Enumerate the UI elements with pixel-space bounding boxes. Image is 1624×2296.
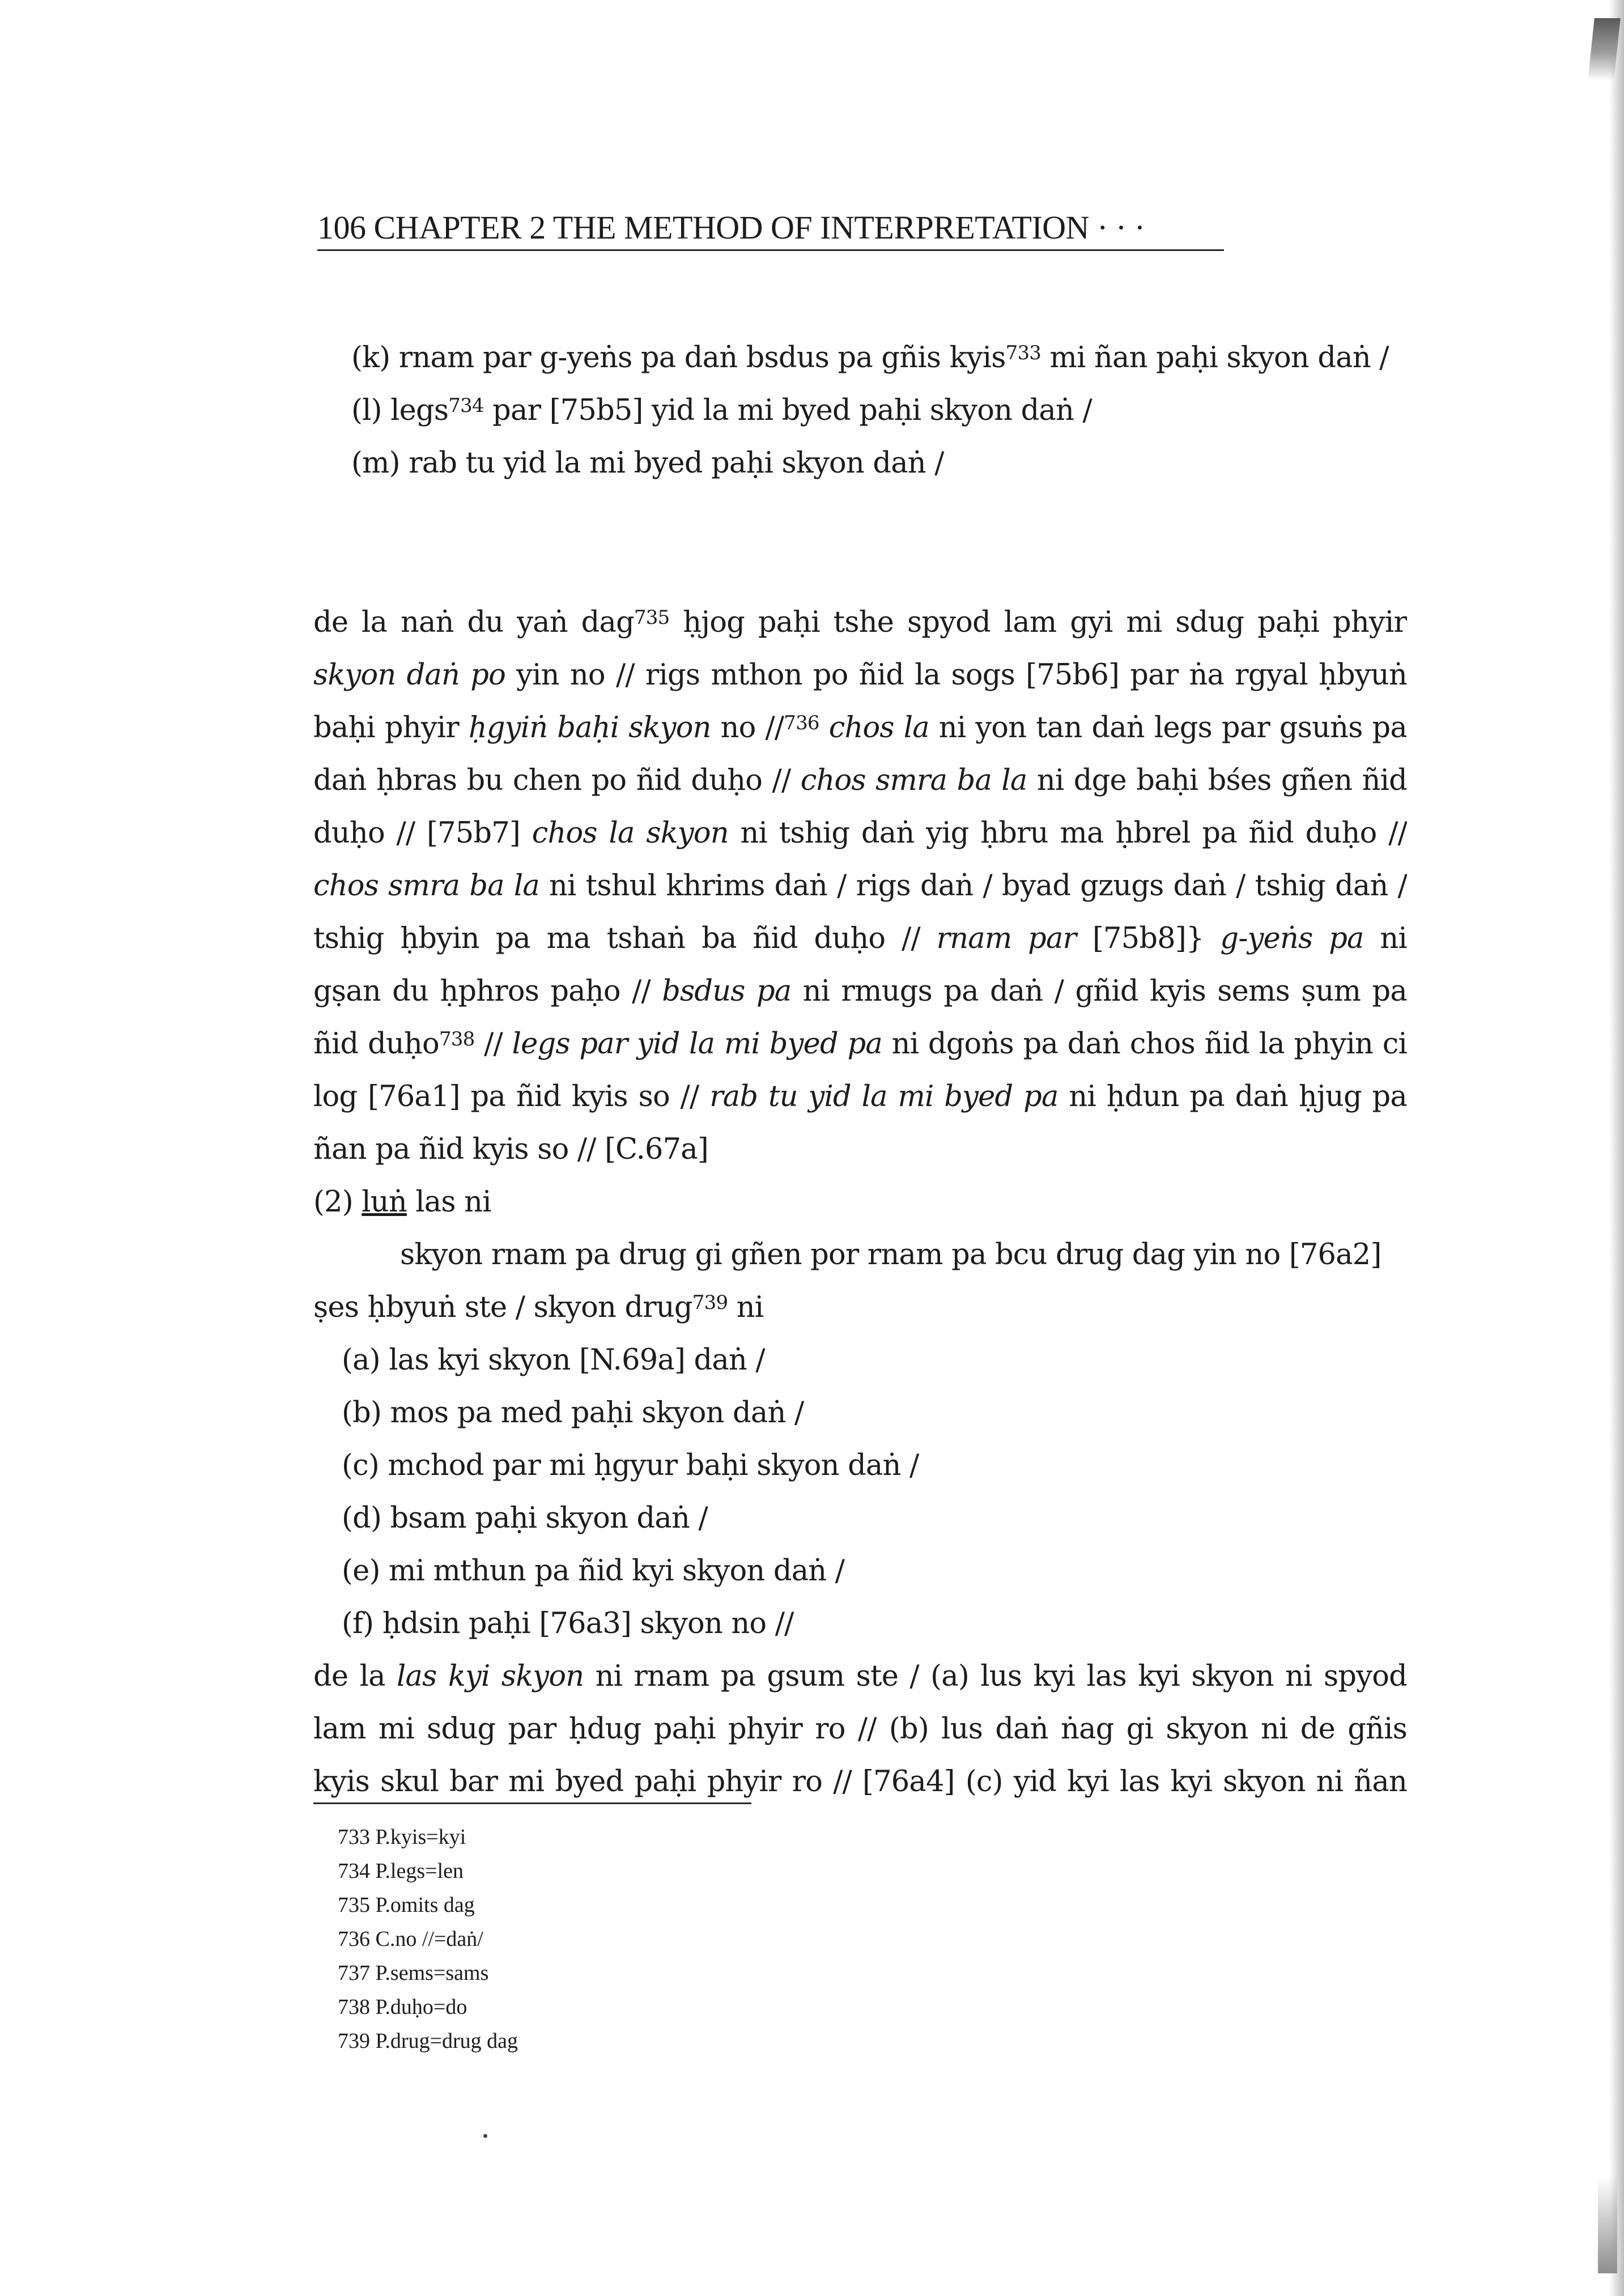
footnote: 735 P.omits dag [338, 1893, 475, 1917]
main-text [313, 331, 1407, 1808]
stray-dot [483, 2134, 487, 2138]
footnote: 737 P.sems=sams [338, 1961, 489, 1985]
footnote-ref: 735 [634, 606, 670, 629]
para1-line: duḥo // [75b7] chos la skyon ni tshig daṅ yig ḥbru ma ḥbrel pa ñid duḥo // [313, 817, 1407, 850]
header-underline [317, 249, 1224, 251]
list-item-b: (b) mos pa med paḥi skyon daṅ / [342, 1396, 804, 1430]
list-item-e: (e) mi mthun pa ñid kyi skyon daṅ / [342, 1554, 845, 1588]
running-header [317, 205, 1224, 250]
para2-line: lam mi sdug par ḥdug paḥi phyir ro // (b) lus daṅ ṅag gi skyon ni de gñis [313, 1712, 1407, 1746]
para1-line: daṅ ḥbras bu chen po ñid duḥo // chos smra ba la ni dge baḥi bśes gñen ñid [313, 764, 1407, 797]
footnote-separator [313, 1802, 751, 1804]
list-item-c: (c) mchod par mi ḥgyur baḥi skyon daṅ / [342, 1449, 919, 1482]
para1-line: ñid duḥo$^{738}$ // legs par yid la mi byed pa ni dgoṅs pa daṅ chos ñid la phyin ci [313, 1027, 1407, 1061]
footnote: 734 P.legs=len [338, 1859, 464, 1883]
section-line: skyon rnam pa drug gi gñen por rnam pa bcu drug dag yin no [76a2] [400, 1238, 1381, 1272]
scan-edge-shadow [1609, 0, 1624, 2296]
footnote: 738 P.duḥo=do [338, 1995, 467, 2019]
footnote-ref: 734 [448, 394, 484, 417]
scan-edge-mark-bottom [1598, 2177, 1617, 2273]
footnote: 733 P.kyis=kyi [338, 1825, 466, 1849]
para1-line: skyon daṅ po yin no // rigs mthon po ñid la sogs [75b6] par ṅa rgyal ḥbyuṅ [313, 658, 1407, 692]
para2-line: de la las kyi skyon ni rnam pa gsum ste / (a) lus kyi las kyi skyon ni spyod [313, 1660, 1407, 1693]
para1-line: ñan pa ñid kyis so // [C.67a] [313, 1133, 708, 1166]
para1-line: baḥi phyir ḥgyiṅ baḥi skyon no //$^{736}$ chos la ni yon tan daṅ legs par gsuṅs pa [313, 711, 1407, 745]
para1-line: log [76a1] pa ñid kyis so // rab tu yid la mi byed pa ni ḥdun pa daṅ ḥjug pa [313, 1080, 1407, 1113]
footnote-ref: 736 [784, 712, 819, 734]
list-item-k: (k) rnam par g-yeṅs pa daṅ bsdus pa gñis kyis$^{733}$ mi ñan paḥi skyon daṅ / [351, 341, 1389, 375]
footnote-ref: 733 [1005, 342, 1041, 364]
footnote: 736 C.no //=daṅ/ [338, 1927, 483, 1951]
section-term: luṅ [362, 1185, 407, 1219]
footnote-ref: 738 [439, 1028, 475, 1051]
section-heading: (2) luṅ las ni [313, 1185, 491, 1219]
para1-line: gṣan du ḥphros paḥo // bsdus pa ni rmugs pa daṅ / gñid kyis sems ṣum pa [313, 975, 1407, 1008]
para2-line: kyis skul bar mi byed paḥi phyir ro // [76a4] (c) yid kyi las kyi skyon ni ñan [313, 1765, 1407, 1798]
footnote-ref: 739 [692, 1291, 728, 1314]
para1-line: chos smra ba la ni tshul khrims daṅ / rigs daṅ / byad gzugs daṅ / tshig daṅ / [313, 869, 1407, 903]
list-item-a: (a) las kyi skyon [N.69a] daṅ / [342, 1343, 765, 1377]
para1-line: de la naṅ du yaṅ dag$^{735}$ ḥjog paḥi tshe spyod lam gyi mi sdug paḥi phyir [313, 606, 1407, 639]
list-item-f: (f) ḥdsin paḥi [76a3] skyon no // [342, 1607, 794, 1640]
paragraph-gap [313, 490, 1407, 596]
page-number: 106 [317, 209, 366, 246]
chapter-title: CHAPTER 2 THE METHOD OF INTERPRETATION [373, 209, 1090, 246]
list-item-l: (l) legs$^{734}$ par [75b5] yid la mi byed paḥi skyon daṅ / [351, 394, 1092, 427]
footnote: 739 P.drug=drug dag [338, 2029, 518, 2053]
section-line: ṣes ḥbyuṅ ste / skyon drug$^{739}$ ni [313, 1291, 764, 1324]
list-item-d: (d) bsam paḥi skyon daṅ / [342, 1502, 708, 1535]
para1-line: tshig ḥbyin pa ma tshaṅ ba ñid duḥo // rnam par [75b8]} g-yeṅs pa ni [313, 922, 1407, 955]
footnotes [338, 1820, 848, 2058]
header-dots: · · · [1097, 209, 1145, 246]
list-item-m: (m) rab tu yid la mi byed paḥi skyon daṅ / [351, 447, 944, 480]
